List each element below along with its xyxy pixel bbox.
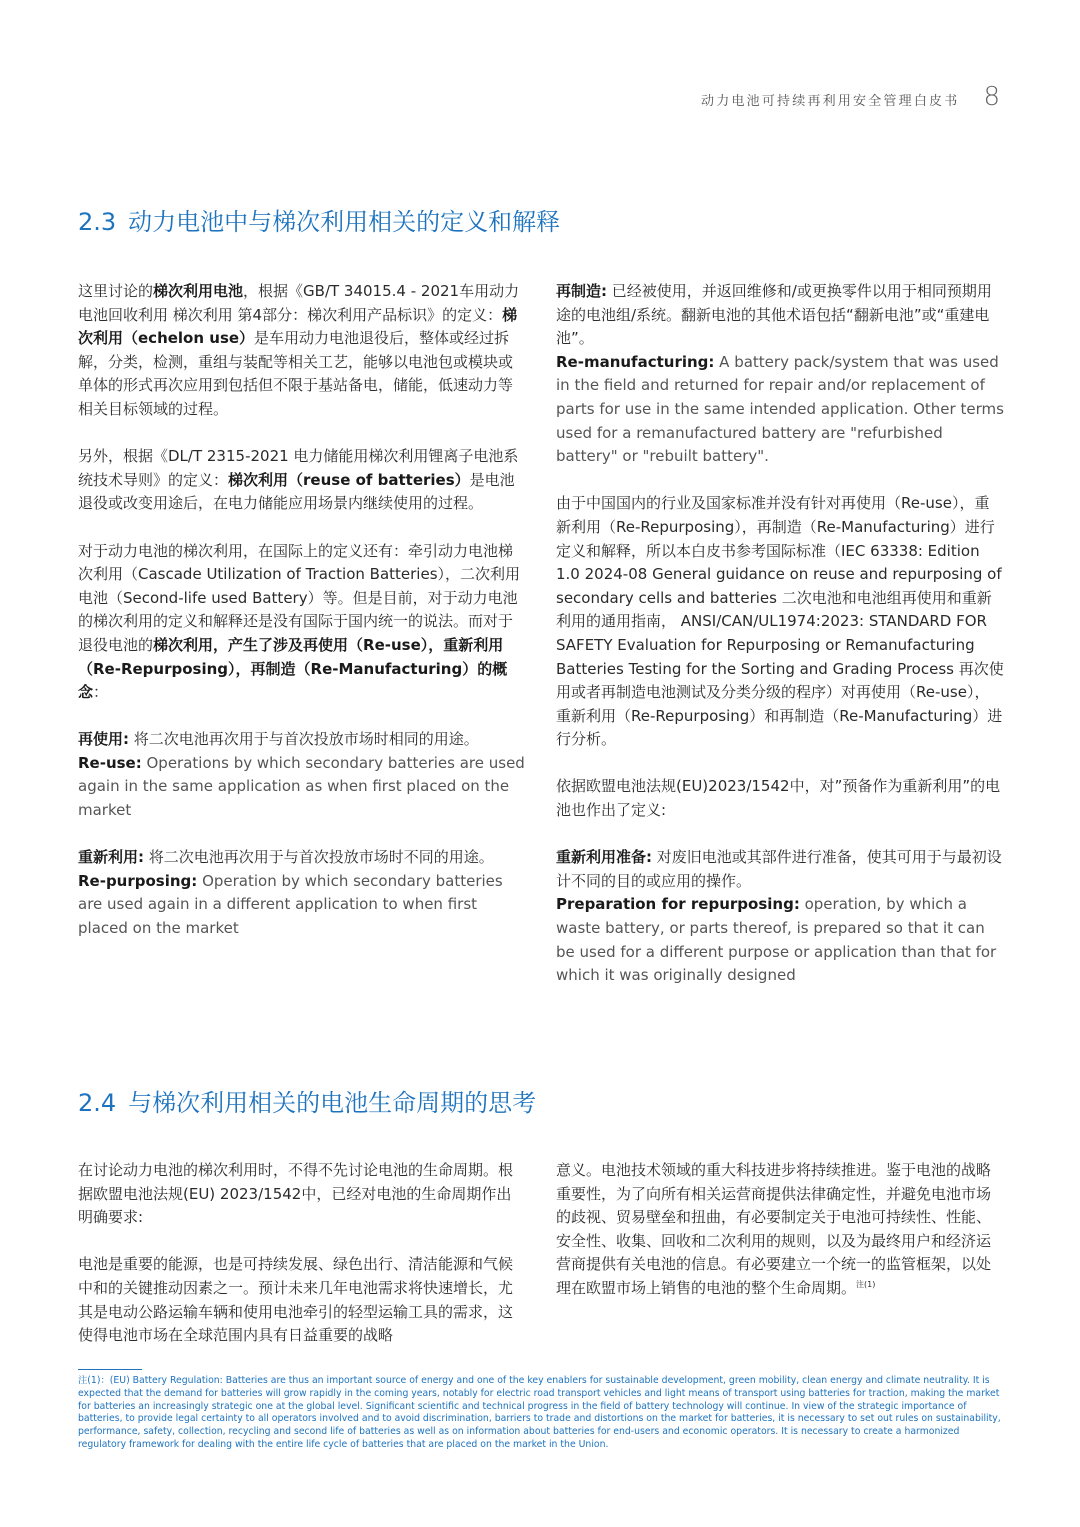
paragraph-echelon-use: 这里讨论的梯次利用电池，根据《GB/T 34015.4 - 2021车用动力电池回收利用 梯次利用 第4部分：梯次利用产品标识》的定义：梯次利用（echelon use）是车用动力电池退役后，整体或经过拆解，分类，检测，重组与装配等相关工艺，能够以电池包或模块或单体的形式再次应用到包括但不限于基站备电，储能，低速动力等相关目标领域的过程。 xyxy=(78,282,520,418)
section-number: 2.4 xyxy=(78,1089,117,1117)
section-heading: 与梯次利用相关的电池生命周期的思考 xyxy=(128,1089,537,1117)
footnote-text: (EU) Battery Regulation: Batteries are thus an important source of energy and one of the key enablers for sustainable development, green mobility, clean energy and climate neutrality. It is expected that the demand for batteries will grow rapidly in the coming years, notably for electric road transport vehicles and light means of transport using batteries for traction, making the market for batteries an increasingly strategic one at the global level. Significant scientific and technical progress in the field of battery technology will continue. In view of the strategic importance of batteries, to provide legal certainty to all operators involved and to avoid discrimination, barriers to trade and distortions on the market for batteries, it is necessary to set out rules on sustainability, performance, safety, collection, recycling and second life of batteries as well as on information about batteries for end-users and economic operators. It is necessary to create a harmonized regulatory framework for dealing with the entire life cycle of batteries that are placed on the market in the Union. xyxy=(78,1375,1001,1450)
section-2-3-right-column xyxy=(556,280,1004,988)
paragraph-batteries-importance: 电池是重要的能源，也是可持续发展、绿色出行、清洁能源和气候中和的关键推动因素之一。预计未来几年电池需求将快速增长，尤其是电动公路运输车辆和使用电池牵引的轻型运输工具的需求，这使得电池市场在全球范围内具有日益重要的战略 xyxy=(78,1255,514,1345)
paragraph-international-definitions: 对于动力电池的梯次利用，在国际上的定义还有：牵引动力电池梯次利用（Cascade Utilization of Traction Batteries），二次利用电池（Second-life used Battery）等。但是目前，对于动力电池的梯次利用的定义和解释还是没有国际于国内统一的说法。而对于退役电池的梯次利用，产生了涉及再使用（Re-use），重新利用（Re-Repurposing），再制造（Re-Manufacturing）的概念： xyxy=(78,541,521,702)
footnote-label: 注(1)： xyxy=(78,1375,110,1386)
page-number: 8 xyxy=(983,82,1000,112)
footnote xyxy=(78,1375,1008,1452)
section-heading: 动力电池中与梯次利用相关的定义和解释 xyxy=(128,208,561,236)
section-2-3-title xyxy=(78,202,560,237)
paragraph-eu-regulation: 依据欧盟电池法规(EU)2023/1542中，对”预备作为重新利用”的电池也作出了定义: xyxy=(556,777,1001,820)
section-2-3-left-column xyxy=(78,280,526,941)
running-title: 动力电池可持续再利用安全管理白皮书 xyxy=(701,94,960,109)
paragraph-reuse-of-batteries: 另外，根据《DL/T 2315-2021 电力储能用梯次利用锂离子电池系统技术导则》的定义：梯次利用（reuse of batteries）是电池退役或改变用途后，在电力储能应用场景内继续使用的过程。 xyxy=(78,447,519,513)
paragraph-regulatory-framework: 意义。电池技术领域的重大科技进步将持续推进。鉴于电池的战略重要性，为了向所有相关运营商提供法律确定性，并避免电池市场的歧视、贸易壁垒和扭曲，有必要制定关于电池可持续性、性能、安全性、收集、回收和二次利用的规则，以及为最终用户和经济运营商提供有关电池的信息。有必要建立一个统一的监管框架，以处理在欧盟市场上销售的电池的整个生命周期。$^{注(1)}$ xyxy=(556,1161,992,1297)
footnote-divider xyxy=(78,1369,142,1370)
section-2-4-right-column xyxy=(556,1159,1004,1301)
definition-re-purposing: 重新利用: 将二次电池再次用于与首次投放市场时不同的用途。 Re-purposing: Operation by which secondary batteries are used again in a different application to when first placed on the market xyxy=(78,848,503,938)
section-number: 2.3 xyxy=(78,208,117,236)
footnote-reference[interactable]: 注(1) xyxy=(856,1279,876,1289)
definition-preparation-for-repurposing: 重新利用准备: 对废旧电池或其部件进行准备，使其可用于与最初设计不同的目的或应用的操作。 Preparation for repurposing: operation, by which a waste battery, or parts thereof, is prepared so that it can be used for a different purpose or application than that for which it was originally designed xyxy=(556,848,1002,985)
paragraph-lifecycle-intro: 在讨论动力电池的梯次利用时，不得不先讨论电池的生命周期。根据欧盟电池法规(EU) 2023/1542中，已经对电池的生命周期作出明确要求: xyxy=(78,1161,514,1227)
section-2-4-left-column xyxy=(78,1159,526,1348)
definition-re-manufacturing: 再制造: 已经被使用，并返回维修和/或更换零件以用于相同预期用途的电池组/系统。翻新电池的其他术语包括“翻新电池”或“重建电池”。 Re-manufacturing: A battery pack/system that was used in the field and returned for repair and/or replacement of parts for use in the same intended application. Other terms used for a remanufactured battery are "refurbished battery" or "rebuilt battery". xyxy=(556,282,1004,466)
definition-re-use: 再使用: 将二次电池再次用于与首次投放市场时相同的用途。 Re-use: Operations by which secondary batteries are used again in the same application as when first placed on the market xyxy=(78,730,525,820)
running-header xyxy=(701,84,1000,110)
paragraph-standards-reference: 由于中国国内的行业及国家标准并没有针对再使用（Re-use），重新利用（Re-Repurposing），再制造（Re-Manufacturing）进行定义和解释，所以本白皮书参考国际标准（IEC 63338: Edition 1.0 2024-08 General guidance on reuse and repurposing of secondary cells and batteries 二次电池和电池组再使用和重新利用的通用指南， ANSI/CAN/UL1974:2023: STANDARD FOR SAFETY Evaluation for Repurposing or Remanufacturing Batteries Testing for the Sorting and Grading Process 再次使用或者再制造电池测试及分类分级的程序）对再使用（Re-use），重新利用（Re-Repurposing）和再制造（Re-Manufacturing）进行分析。 xyxy=(556,494,1004,749)
section-2-4-title xyxy=(78,1083,536,1118)
